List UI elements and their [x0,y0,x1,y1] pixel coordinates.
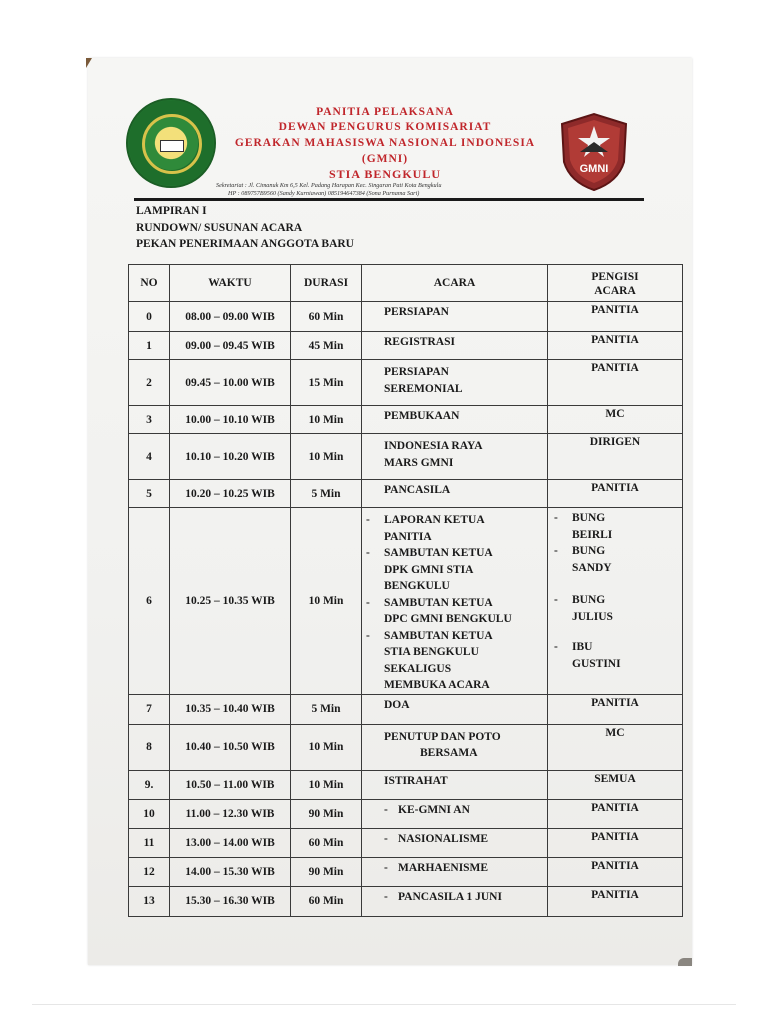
cell-pengisi: PANITIA [548,886,683,916]
cell-waktu: 10.00 – 10.10 WIB [170,406,291,434]
acara-line: INDONESIA RAYA [384,440,483,452]
table-row [129,360,683,406]
header-line-3: GERAKAN MAHASISWA NASIONAL INDONESIA [234,137,536,149]
pengisi-item [554,543,682,576]
cell-waktu: 09.00 – 09.45 WIB [170,332,291,360]
cell-durasi: 5 Min [291,480,362,508]
dash-mark: - [384,890,388,903]
cell-no: 0 [129,302,170,332]
gmni-logo-text: GMNI [579,163,609,175]
cell-no: 4 [129,434,170,480]
pengisi-line: BEIRLI [572,528,613,541]
corner-mark-bottom [678,958,692,966]
cell-durasi: 45 Min [291,332,362,360]
emblem-book-icon [160,140,184,152]
header-pengisi-line1: PENGISI [591,271,639,283]
acara-line: DPK GMNI STIA [384,563,474,576]
cell-no: 11 [129,828,170,857]
table-row [129,886,683,916]
cell-acara: DOA [362,694,548,724]
cell-no: 3 [129,406,170,434]
cell-pengisi: MC [548,406,683,434]
cell-waktu: 10.20 – 10.25 WIB [170,480,291,508]
secretariat-address: Sekretariat : Jl. Cimanuk Km 6,5 Kel. Padang Harapan Kec. Singaran Pati Kota Bengkulu [216,182,442,189]
cell-pengisi: PANITIA [548,799,683,828]
header-rule [134,198,644,201]
dash-mark: - [554,512,558,524]
cell-no: 6 [129,508,170,695]
dash-mark: - [384,803,388,816]
header-line-4: (GMNI) [361,153,409,165]
cell-durasi: 5 Min [291,694,362,724]
dash-mark: - [384,832,388,845]
dash-mark: - [366,629,370,642]
table-row [129,302,683,332]
pengisi-item [554,592,682,625]
cell-durasi: 15 Min [291,360,362,406]
table-row [129,828,683,857]
cell-durasi: 60 Min [291,828,362,857]
acara-line: SAMBUTAN KETUA [384,629,493,642]
cell-durasi: 60 Min [291,886,362,916]
cell-pengisi: PANITIA [548,857,683,886]
cell-acara [362,828,548,857]
cell-pengisi: PANITIA [548,828,683,857]
cell-acara [362,508,548,695]
stia-emblem-icon [126,98,216,188]
pengisi-line: BUNG [572,545,606,557]
corner-mark [86,58,92,68]
header-pengisi [548,265,683,302]
cell-durasi: 90 Min [291,799,362,828]
rundown-title: RUNDOWN/ SUSUNAN ACARA [136,222,303,234]
acara-item [366,595,547,628]
pengisi-line: BUNG [572,512,606,524]
acara-line: SEKALIGUS [384,662,452,675]
cell-pengisi: PANITIA [548,332,683,360]
acara-text: NASIONALISME [398,832,489,845]
cell-pengisi: SEMUA [548,770,683,799]
acara-text: KE-GMNI AN [398,803,470,816]
cell-no: 9. [129,770,170,799]
cell-waktu: 14.00 – 15.30 WIB [170,857,291,886]
cell-durasi: 10 Min [291,406,362,434]
dash-mark: - [554,545,558,557]
cell-no: 10 [129,799,170,828]
cell-waktu: 10.25 – 10.35 WIB [170,508,291,695]
cell-acara: ISTIRAHAT [362,770,548,799]
cell-durasi: 10 Min [291,724,362,770]
cell-waktu: 10.35 – 10.40 WIB [170,694,291,724]
secretariat-info [216,182,562,198]
table-row [129,434,683,480]
cell-waktu: 10.40 – 10.50 WIB [170,724,291,770]
cell-pengisi: PANITIA [548,694,683,724]
cell-waktu: 10.10 – 10.20 WIB [170,434,291,480]
cell-no: 12 [129,857,170,886]
header-acara: ACARA [362,265,548,302]
acara-line: PENUTUP DAN POTO [384,730,501,743]
acara-line: MARS GMNI [384,456,454,469]
bottom-divider [32,1004,736,1005]
gmni-shield-icon [558,112,630,192]
dash-mark: - [384,861,388,874]
header-pengisi-line2: ACARA [594,285,636,297]
pengisi-line: JULIUS [572,610,613,623]
cell-waktu: 11.00 – 12.30 WIB [170,799,291,828]
dash-mark: - [366,547,370,559]
secretariat-phone: HP : 089757B9560 (Sandy Kurniawan) 085194647384 (Sona Purnama Sari) [228,190,420,197]
cell-pengisi [548,508,683,695]
acara-line: MEMBUKA ACARA [384,679,490,691]
cell-acara [362,799,548,828]
acara-line: STIA BENGKULU [384,646,479,658]
cell-durasi: 10 Min [291,434,362,480]
cell-acara [362,360,548,406]
cell-pengisi: DIRIGEN [548,434,683,480]
cell-waktu: 10.50 – 11.00 WIB [170,770,291,799]
header-no: NO [129,265,170,302]
acara-text: MARHAENISME [398,861,489,874]
table-row [129,770,683,799]
cell-no: 1 [129,332,170,360]
cell-acara: PEMBUKAAN [362,406,548,434]
cell-no: 5 [129,480,170,508]
table-row [129,857,683,886]
table-row [129,406,683,434]
cell-durasi: 10 Min [291,508,362,695]
acara-item [366,628,547,694]
cell-durasi: 90 Min [291,857,362,886]
dash-mark: - [366,514,370,526]
acara-item [366,512,547,545]
table-row [129,799,683,828]
cell-acara: REGISTRASI [362,332,548,360]
header-line-2: DEWAN PENGURUS KOMISARIAT [278,121,492,133]
table-row [129,508,683,695]
pengisi-line: BUNG [572,594,606,606]
cell-acara [362,724,548,770]
acara-line: SAMBUTAN KETUA [384,547,493,559]
gmni-shield-svg [558,112,630,192]
table-row [129,480,683,508]
dash-mark: - [554,594,558,606]
table-row [129,724,683,770]
cell-waktu: 15.30 – 16.30 WIB [170,886,291,916]
acara-line: BENGKULU [384,580,450,592]
cell-acara [362,857,548,886]
cell-waktu: 09.45 – 10.00 WIB [170,360,291,406]
cell-no: 2 [129,360,170,406]
dash-mark: - [554,641,558,653]
cell-acara: PANCASILA [362,480,548,508]
pengisi-item [554,639,682,672]
cell-acara [362,886,548,916]
acara-line: PANITIA [384,530,432,543]
acara-item [366,545,547,595]
cell-pengisi: PANITIA [548,302,683,332]
cell-durasi: 60 Min [291,302,362,332]
cell-durasi: 10 Min [291,770,362,799]
header-line-1: PANITIA PELAKSANA [316,106,454,118]
pengisi-line: SANDY [572,561,612,574]
cell-waktu: 08.00 – 09.00 WIB [170,302,291,332]
cell-no: 13 [129,886,170,916]
acara-line: SEREMONIAL [384,382,463,395]
pengisi-line: IBU [572,641,593,653]
acara-line: LAPORAN KETUA [384,514,485,526]
cell-pengisi: MC [548,724,683,770]
table-header-row [129,265,683,302]
cell-pengisi: PANITIA [548,480,683,508]
acara-line: SAMBUTAN KETUA [384,596,493,609]
acara-line: DPC GMNI BENGKULU [384,613,512,625]
cell-no: 7 [129,694,170,724]
header-line-5: STIA BENGKULU [328,167,442,181]
pengisi-item [554,510,682,543]
cell-acara: PERSIAPAN [362,302,548,332]
cell-pengisi: PANITIA [548,360,683,406]
table-row [129,694,683,724]
header-waktu: WAKTU [170,265,291,302]
acara-line: BERSAMA [420,747,478,759]
dash-mark: - [366,596,370,609]
cell-waktu: 13.00 – 14.00 WIB [170,828,291,857]
event-title: PEKAN PENERIMAAN ANGGOTA BARU [136,238,354,250]
header-durasi: DURASI [291,265,362,302]
acara-text: PANCASILA 1 JUNI [398,890,502,903]
cell-no: 8 [129,724,170,770]
table-row [129,332,683,360]
rundown-table [128,264,683,917]
lampiran-title: LAMPIRAN I [136,205,207,217]
cell-acara [362,434,548,480]
acara-line: PERSIAPAN [384,366,449,378]
pengisi-line: GUSTINI [572,657,621,670]
